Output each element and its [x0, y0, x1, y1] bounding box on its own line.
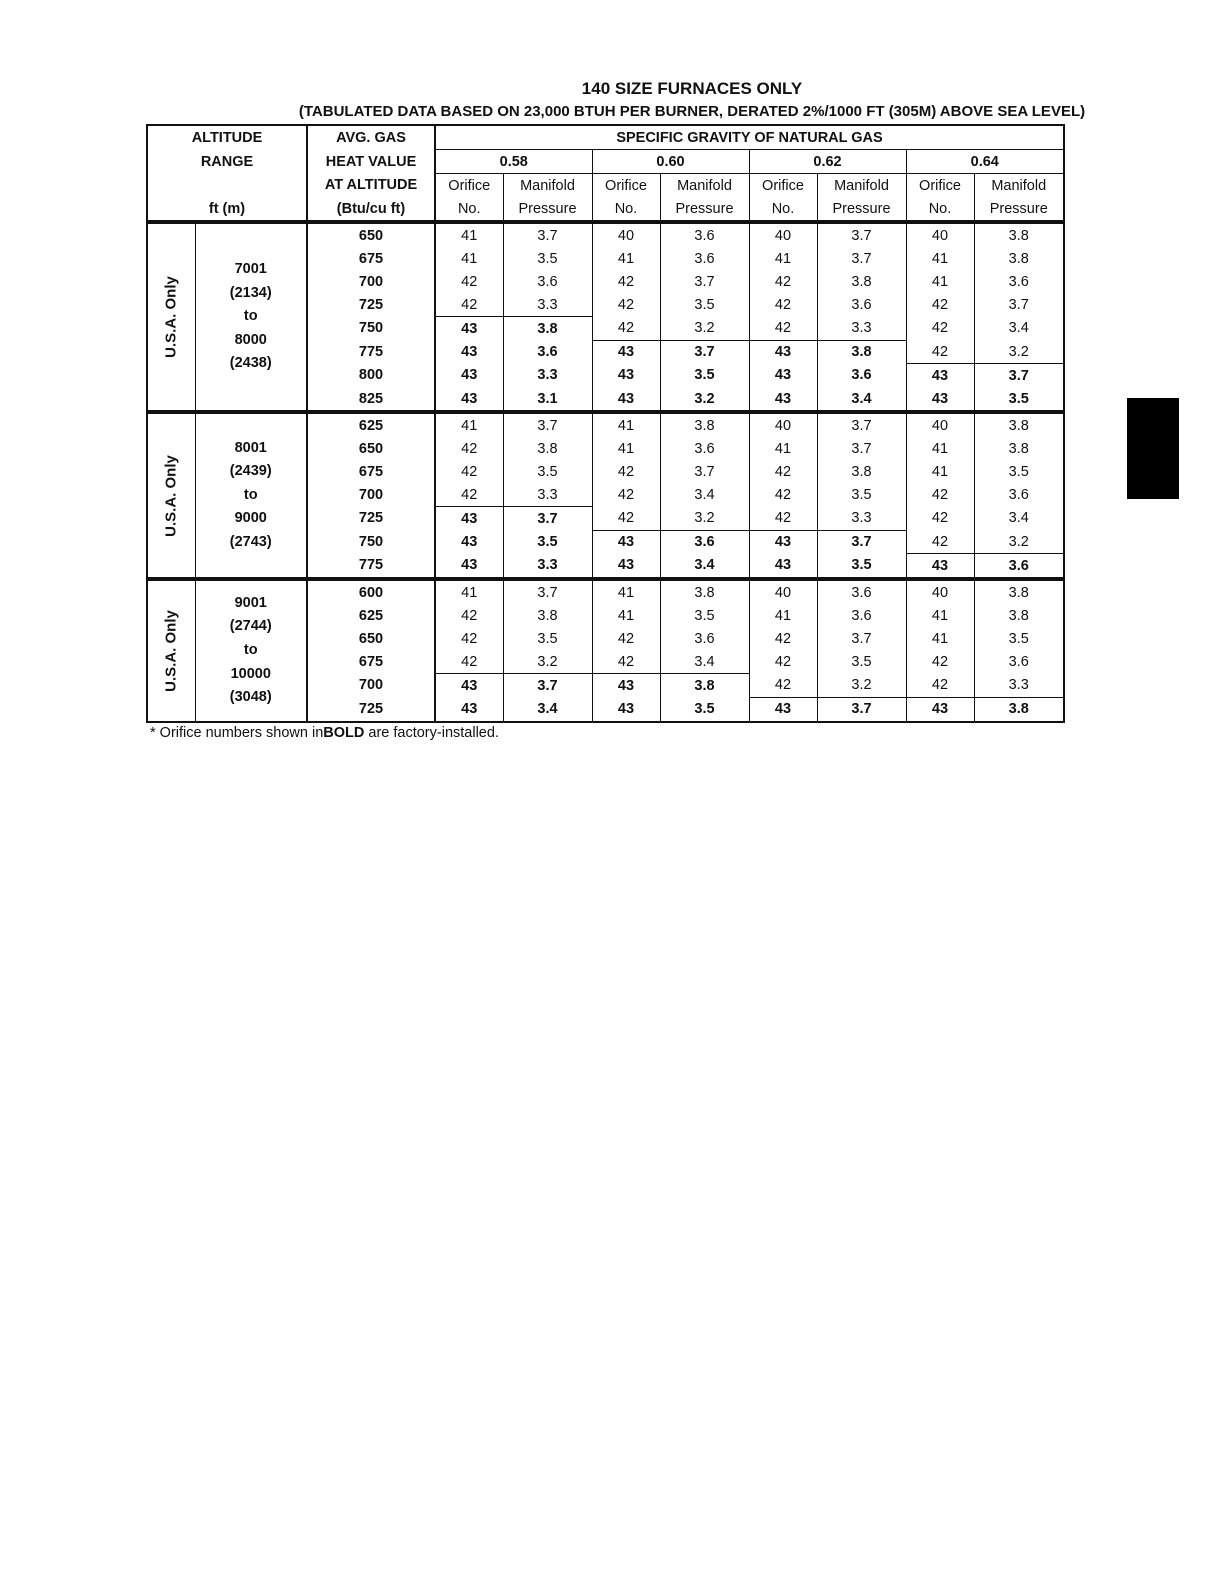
- pressure-cell: 3.3: [817, 317, 906, 341]
- orifice-cell: 40: [906, 222, 974, 247]
- region-label: [147, 222, 195, 412]
- region-label: [147, 579, 195, 722]
- page-title: 140 SIZE FURNACES ONLY: [581, 79, 803, 98]
- orifice-cell: 42: [906, 674, 974, 698]
- footnote: [150, 725, 499, 741]
- orifice-cell: 43: [749, 554, 817, 580]
- orifice-cell: 41: [906, 437, 974, 460]
- heat-value-cell: 700: [307, 483, 435, 507]
- pressure-cell: 3.7: [817, 530, 906, 554]
- orifice-cell: 43: [592, 387, 660, 412]
- pressure-cell: 3.4: [974, 507, 1064, 531]
- pressure-cell: 3.8: [974, 697, 1064, 722]
- orifice-cell: 43: [435, 317, 503, 341]
- orifice-cell: 43: [906, 364, 974, 388]
- orifice-cell: 40: [749, 412, 817, 437]
- pressure-cell: 3.5: [817, 554, 906, 580]
- orifice-cell: 43: [435, 697, 503, 722]
- heat-value-cell: 725: [307, 697, 435, 722]
- pressure-cell: 3.7: [503, 222, 592, 247]
- heat-value-cell: 650: [307, 437, 435, 460]
- orifice-cell: 42: [435, 460, 503, 483]
- heat-value-cell: 650: [307, 222, 435, 247]
- table-row: [147, 222, 1064, 247]
- pressure-cell: 3.7: [503, 412, 592, 437]
- manifold-header-064: Manifold: [974, 174, 1064, 198]
- orifice-cell: 42: [906, 530, 974, 554]
- gravity-header-064: 0.64: [906, 150, 1064, 174]
- orifice-cell: 43: [749, 530, 817, 554]
- pressure-cell: 3.4: [503, 697, 592, 722]
- orifice-cell: 41: [749, 604, 817, 627]
- pressure-cell: 3.7: [817, 247, 906, 270]
- orifice-cell: 40: [749, 579, 817, 604]
- orifice-cell: 40: [906, 412, 974, 437]
- altitude-range-line: 8000: [234, 331, 267, 348]
- gravity-header-062: 0.62: [749, 150, 906, 174]
- table-row: [147, 412, 1064, 437]
- orifice-cell: 41: [749, 437, 817, 460]
- altitude-range-line: 9000: [234, 510, 267, 527]
- orifice-cell: 42: [592, 460, 660, 483]
- orifice-cell: 42: [749, 674, 817, 698]
- heat-value-cell: 625: [307, 604, 435, 627]
- region-label-text: U.S.A. Only: [162, 276, 180, 358]
- orifice-cell: 42: [749, 293, 817, 317]
- pressure-cell: 3.3: [503, 483, 592, 507]
- orifice-cell: 41: [592, 247, 660, 270]
- pressure-cell: 3.2: [817, 674, 906, 698]
- region-label-text: U.S.A. Only: [162, 609, 180, 692]
- orifice-cell: 42: [749, 270, 817, 293]
- altitude-range: [195, 412, 307, 579]
- orifice-cell: 43: [906, 697, 974, 722]
- orifice-cell: 41: [592, 579, 660, 604]
- manifold-pressure-062: Pressure: [817, 197, 906, 222]
- table-body: [147, 222, 1064, 722]
- heat-header-line2: HEAT VALUE: [307, 150, 435, 174]
- orifice-cell: 42: [592, 317, 660, 341]
- pressure-cell: 3.5: [660, 293, 749, 317]
- pressure-cell: 3.6: [660, 222, 749, 247]
- pressure-cell: 3.6: [660, 437, 749, 460]
- orifice-cell: 42: [906, 293, 974, 317]
- orifice-cell: 42: [435, 627, 503, 650]
- orifice-cell: 42: [592, 483, 660, 507]
- orifice-header-064: Orifice: [906, 174, 974, 198]
- pressure-cell: 3.4: [974, 317, 1064, 341]
- manifold-pressure-058: Pressure: [503, 197, 592, 222]
- orifice-cell: 43: [435, 530, 503, 554]
- orifice-cell: 42: [435, 483, 503, 507]
- pressure-cell: 3.5: [660, 364, 749, 388]
- pressure-cell: 3.7: [974, 293, 1064, 317]
- pressure-cell: 3.7: [660, 460, 749, 483]
- pressure-cell: 3.3: [817, 507, 906, 531]
- orifice-cell: 41: [435, 222, 503, 247]
- pressure-cell: 3.5: [974, 460, 1064, 483]
- pressure-cell: 3.6: [660, 627, 749, 650]
- manifold-pressure-060: Pressure: [660, 197, 749, 222]
- pressure-cell: 3.7: [817, 222, 906, 247]
- altitude-range: [195, 222, 307, 412]
- pressure-cell: 3.5: [503, 460, 592, 483]
- heat-value-cell: 675: [307, 650, 435, 674]
- orifice-cell: 41: [906, 604, 974, 627]
- orifice-header-058: Orifice: [435, 174, 503, 198]
- orifice-table: [146, 124, 1065, 723]
- pressure-cell: 3.5: [503, 247, 592, 270]
- orifice-cell: 42: [749, 317, 817, 341]
- gravity-header-060: 0.60: [592, 150, 749, 174]
- orifice-cell: 42: [592, 650, 660, 674]
- orifice-cell: 41: [592, 604, 660, 627]
- pressure-cell: 3.7: [660, 340, 749, 364]
- orifice-cell: 42: [592, 507, 660, 531]
- altitude-range-line: (2134): [229, 284, 272, 301]
- orifice-cell: 43: [592, 340, 660, 364]
- pressure-cell: 3.6: [503, 270, 592, 293]
- footnote-bold: BOLD: [323, 725, 365, 741]
- altitude-header-units: ft (m): [208, 200, 246, 217]
- pressure-cell: 3.8: [817, 340, 906, 364]
- orifice-cell: 41: [749, 247, 817, 270]
- altitude-range-line: to: [243, 486, 258, 503]
- altitude-header-line1: ALTITUDE: [191, 129, 263, 146]
- table-row: [147, 579, 1064, 604]
- pressure-cell: 3.3: [974, 674, 1064, 698]
- orifice-cell: 43: [906, 554, 974, 580]
- pressure-cell: 3.5: [817, 483, 906, 507]
- orifice-cell: 41: [906, 270, 974, 293]
- pressure-cell: 3.7: [974, 364, 1064, 388]
- heat-value-cell: 725: [307, 507, 435, 531]
- pressure-cell: 3.8: [974, 579, 1064, 604]
- altitude-range-line: 9001: [234, 594, 267, 611]
- manifold-header-058: Manifold: [503, 174, 592, 198]
- altitude-range-line: (2744): [229, 618, 272, 635]
- page-subtitle: (TABULATED DATA BASED ON 23,000 BTUH PER BURNER, DERATED 2%/1000 FT (305M) ABOVE SEA LEVEL): [298, 103, 1086, 120]
- heat-value-cell: 700: [307, 674, 435, 698]
- orifice-cell: 41: [592, 412, 660, 437]
- orifice-cell: 43: [749, 340, 817, 364]
- pressure-cell: 3.7: [817, 437, 906, 460]
- orifice-cell: 41: [435, 412, 503, 437]
- pressure-cell: 3.8: [974, 604, 1064, 627]
- orifice-cell: 41: [435, 247, 503, 270]
- orifice-cell: 43: [435, 554, 503, 580]
- orifice-cell: 42: [435, 650, 503, 674]
- pressure-cell: 3.2: [660, 387, 749, 412]
- heat-value-cell: 675: [307, 247, 435, 270]
- orifice-cell: 43: [906, 387, 974, 412]
- footnote-prefix: * Orifice numbers shown in: [150, 725, 324, 741]
- orifice-cell: 42: [749, 627, 817, 650]
- heat-value-cell: 750: [307, 317, 435, 341]
- pressure-cell: 3.7: [817, 697, 906, 722]
- orifice-cell: 41: [906, 460, 974, 483]
- orifice-cell: 42: [592, 627, 660, 650]
- section-tab-marker: [1127, 398, 1179, 499]
- orifice-cell: 43: [592, 554, 660, 580]
- pressure-cell: 3.6: [817, 364, 906, 388]
- pressure-cell: 3.6: [974, 554, 1064, 580]
- orifice-cell: 43: [592, 674, 660, 698]
- pressure-cell: 3.2: [660, 317, 749, 341]
- altitude-header-line2: RANGE: [200, 153, 254, 170]
- orifice-cell: 42: [906, 483, 974, 507]
- pressure-cell: 3.8: [974, 247, 1064, 270]
- orifice-cell: 43: [435, 340, 503, 364]
- orifice-cell: 42: [906, 650, 974, 674]
- pressure-cell: 3.8: [660, 579, 749, 604]
- pressure-cell: 3.8: [660, 412, 749, 437]
- pressure-cell: 3.8: [817, 270, 906, 293]
- pressure-cell: 3.3: [503, 364, 592, 388]
- orifice-cell: 42: [749, 460, 817, 483]
- orifice-cell: 40: [906, 579, 974, 604]
- footnote-suffix: are factory-installed.: [364, 725, 499, 741]
- pressure-cell: 3.8: [974, 412, 1064, 437]
- altitude-range-line: 8001: [234, 439, 267, 456]
- pressure-cell: 3.6: [817, 293, 906, 317]
- pressure-cell: 3.2: [974, 340, 1064, 364]
- pressure-cell: 3.7: [817, 412, 906, 437]
- heat-value-cell: 725: [307, 293, 435, 317]
- region-label: [147, 412, 195, 579]
- pressure-cell: 3.3: [503, 293, 592, 317]
- orifice-no-058: No.: [435, 197, 503, 222]
- heat-value-cell: 775: [307, 340, 435, 364]
- pressure-cell: 3.4: [817, 387, 906, 412]
- orifice-cell: 40: [749, 222, 817, 247]
- orifice-cell: 40: [592, 222, 660, 247]
- pressure-cell: 3.5: [660, 697, 749, 722]
- pressure-cell: 3.6: [660, 530, 749, 554]
- orifice-no-064: No.: [906, 197, 974, 222]
- pressure-cell: 3.4: [660, 483, 749, 507]
- pressure-cell: 3.5: [503, 530, 592, 554]
- pressure-cell: 3.7: [503, 674, 592, 698]
- orifice-cell: 42: [749, 507, 817, 531]
- pressure-cell: 3.1: [503, 387, 592, 412]
- manifold-header-060: Manifold: [660, 174, 749, 198]
- altitude-range: [195, 579, 307, 722]
- altitude-range-line: (2743): [229, 533, 272, 550]
- heat-header-line3: AT ALTITUDE: [307, 174, 435, 198]
- heat-value-cell: 650: [307, 627, 435, 650]
- orifice-header-062: Orifice: [749, 174, 817, 198]
- orifice-cell: 42: [435, 270, 503, 293]
- pressure-cell: 3.2: [974, 530, 1064, 554]
- orifice-cell: 43: [749, 364, 817, 388]
- manifold-pressure-064: Pressure: [974, 197, 1064, 222]
- orifice-cell: 42: [749, 650, 817, 674]
- orifice-cell: 41: [906, 627, 974, 650]
- orifice-cell: 43: [435, 364, 503, 388]
- orifice-cell: 43: [435, 674, 503, 698]
- pressure-cell: 3.6: [503, 340, 592, 364]
- pressure-cell: 3.8: [974, 437, 1064, 460]
- altitude-range-line: 7001: [234, 261, 267, 278]
- orifice-cell: 42: [592, 270, 660, 293]
- pressure-cell: 3.8: [817, 460, 906, 483]
- orifice-cell: 42: [906, 317, 974, 341]
- orifice-cell: 43: [749, 697, 817, 722]
- pressure-cell: 3.2: [660, 507, 749, 531]
- gravity-header-058: 0.58: [435, 150, 592, 174]
- orifice-no-062: No.: [749, 197, 817, 222]
- orifice-cell: 43: [435, 387, 503, 412]
- heat-value-cell: 750: [307, 530, 435, 554]
- altitude-range-line: to: [243, 641, 258, 658]
- pressure-cell: 3.7: [503, 579, 592, 604]
- altitude-range-line: (3048): [229, 689, 272, 706]
- pressure-cell: 3.7: [503, 507, 592, 531]
- orifice-cell: 41: [592, 437, 660, 460]
- heat-header-units: (Btu/cu ft): [307, 197, 435, 222]
- pressure-cell: 3.6: [974, 483, 1064, 507]
- altitude-range-line: (2438): [229, 355, 272, 372]
- altitude-range-line: to: [243, 308, 258, 325]
- orifice-cell: 43: [592, 697, 660, 722]
- pressure-cell: 3.7: [660, 270, 749, 293]
- pressure-cell: 3.5: [974, 387, 1064, 412]
- heat-value-cell: 600: [307, 579, 435, 604]
- pressure-cell: 3.7: [817, 627, 906, 650]
- manifold-header-062: Manifold: [817, 174, 906, 198]
- pressure-cell: 3.5: [817, 650, 906, 674]
- pressure-cell: 3.6: [660, 247, 749, 270]
- pressure-cell: 3.6: [974, 650, 1064, 674]
- pressure-cell: 3.5: [503, 627, 592, 650]
- pressure-cell: 3.8: [974, 222, 1064, 247]
- orifice-cell: 43: [435, 507, 503, 531]
- orifice-cell: 41: [906, 247, 974, 270]
- orifice-cell: 42: [592, 293, 660, 317]
- altitude-range-line: (2439): [229, 463, 272, 480]
- heat-header-line1: AVG. GAS: [307, 125, 435, 150]
- pressure-cell: 3.5: [660, 604, 749, 627]
- orifice-cell: 42: [435, 604, 503, 627]
- orifice-cell: 43: [592, 364, 660, 388]
- pressure-cell: 3.4: [660, 650, 749, 674]
- orifice-cell: 42: [435, 437, 503, 460]
- heat-value-cell: 800: [307, 364, 435, 388]
- orifice-cell: 41: [435, 579, 503, 604]
- pressure-cell: 3.5: [974, 627, 1064, 650]
- orifice-cell: 43: [749, 387, 817, 412]
- orifice-no-060: No.: [592, 197, 660, 222]
- orifice-header-060: Orifice: [592, 174, 660, 198]
- altitude-range-line: 10000: [230, 665, 271, 682]
- region-label-text: U.S.A. Only: [162, 454, 180, 537]
- pressure-cell: 3.6: [817, 579, 906, 604]
- pressure-cell: 3.3: [503, 554, 592, 580]
- orifice-cell: 43: [592, 530, 660, 554]
- orifice-cell: 42: [749, 483, 817, 507]
- orifice-cell: 42: [906, 340, 974, 364]
- orifice-cell: 42: [906, 507, 974, 531]
- pressure-cell: 3.6: [974, 270, 1064, 293]
- pressure-cell: 3.8: [503, 604, 592, 627]
- pressure-cell: 3.8: [503, 317, 592, 341]
- pressure-cell: 3.2: [503, 650, 592, 674]
- pressure-cell: 3.4: [660, 554, 749, 580]
- pressure-cell: 3.8: [503, 437, 592, 460]
- heat-value-cell: 700: [307, 270, 435, 293]
- heat-value-cell: 675: [307, 460, 435, 483]
- heat-value-cell: 825: [307, 387, 435, 412]
- heat-value-cell: 775: [307, 554, 435, 580]
- pressure-cell: 3.8: [660, 674, 749, 698]
- pressure-cell: 3.6: [817, 604, 906, 627]
- orifice-cell: 42: [435, 293, 503, 317]
- heat-value-cell: 625: [307, 412, 435, 437]
- specific-gravity-header: SPECIFIC GRAVITY OF NATURAL GAS: [435, 125, 1064, 150]
